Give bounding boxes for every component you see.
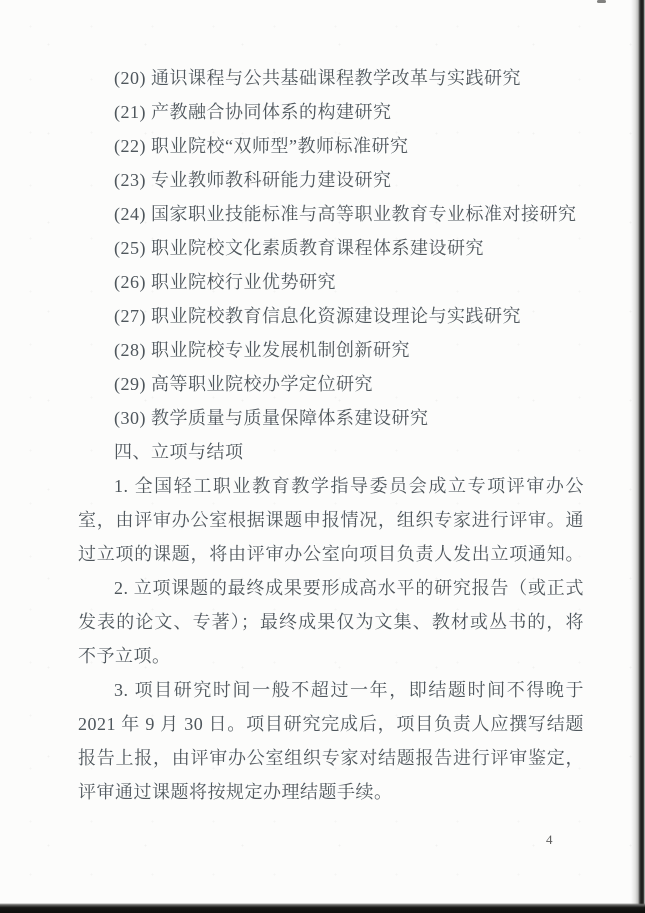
document-text-block (78, 61, 584, 809)
list-item: (20) 通识课程与公共基础课程教学改革与实践研究 (114, 68, 521, 88)
list-item: (26) 职业院校行业优势研究 (114, 272, 336, 292)
list-item: (21) 产教融合协同体系的构建研究 (114, 102, 392, 122)
list-item: (23) 专业教师教科研能力建设研究 (114, 170, 392, 190)
list-item: (30) 教学质量与质量保障体系建设研究 (114, 408, 429, 428)
paragraph-line: 室，由评审办公室根据课题申报情况，组织专家进行评审。通 (78, 510, 584, 530)
list-item: (24) 国家职业技能标准与高等职业教育专业标准对接研究 (114, 204, 577, 224)
list-item: (28) 职业院校专业发展机制创新研究 (114, 340, 410, 360)
scan-artifact-speck (597, 0, 606, 3)
paragraph-line: 报告上报，由评审办公室组织专家对结题报告进行评审鉴定， (78, 748, 584, 768)
list-item: (27) 职业院校教育信息化资源建设理论与实践研究 (114, 306, 521, 326)
paragraph-line: 发表的论文、专著）；最终成果仅为文集、教材或丛书的，将 (78, 612, 584, 632)
paragraph-line: 3. 项目研究时间一般不超过一年，即结题时间不得晚于 (114, 680, 584, 700)
paragraph-line: 过立项的课题，将由评审办公室向项目负责人发出立项通知。 (78, 544, 584, 564)
list-item: (22) 职业院校“双师型”教师标准研究 (114, 136, 409, 156)
paragraph-line: 1. 全国轻工职业教育教学指导委员会成立专项评审办公 (114, 476, 584, 496)
paragraph-line: 2. 立项课题的最终成果要形成高水平的研究报告（或正式 (114, 578, 584, 598)
list-item: (25) 职业院校文化素质教育课程体系建设研究 (114, 238, 484, 258)
list-item: (29) 高等职业院校办学定位研究 (114, 374, 373, 394)
section-heading: 四、立项与结项 (114, 442, 244, 462)
scan-edge-bottom (0, 903, 645, 913)
paragraph-line: 评审通过课题将按规定办理结题手续。 (78, 782, 393, 802)
scan-edge-right (631, 0, 645, 913)
paragraph-line: 2021 年 9 月 30 日。项目研究完成后，项目负责人应撰写结题 (78, 714, 584, 734)
paragraph-line: 不予立项。 (78, 646, 171, 666)
page-number: 4 (546, 832, 553, 847)
